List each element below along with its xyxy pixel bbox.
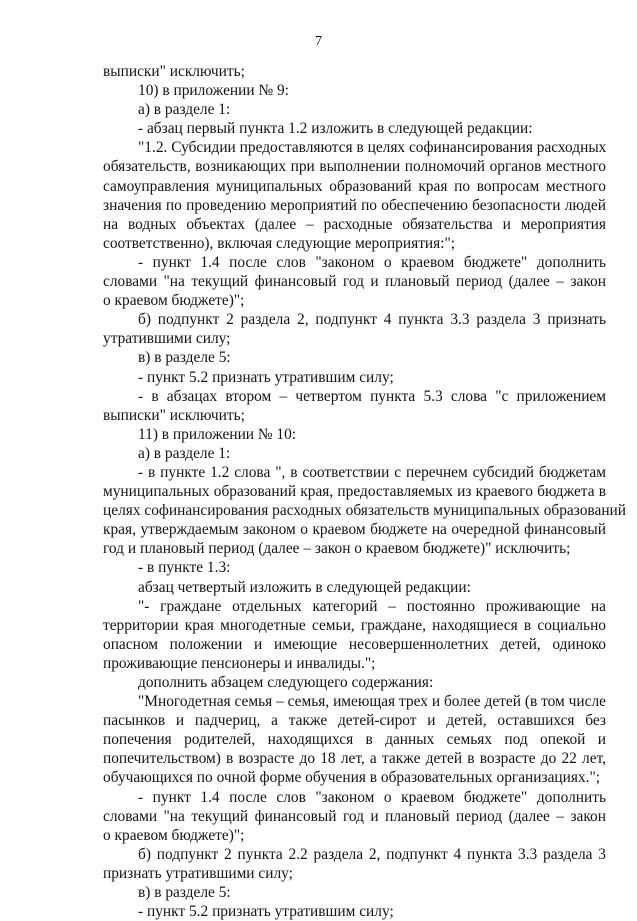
- text-line: словами "на текущий финансовый год и плановый период (далее – закон: [103, 807, 606, 825]
- text-line: словами "на текущий финансовый год и плановый период (далее – закон: [103, 273, 606, 291]
- text-line: в) в разделе 5:: [138, 884, 231, 902]
- text-line: - абзац первый пункта 1.2 изложить в следующей редакции:: [138, 120, 533, 138]
- text-line: выписки" исключить;: [103, 406, 245, 424]
- text-line: "- граждане отдельных категорий – постоянно проживающие на: [138, 597, 606, 615]
- text-line: в) в разделе 5:: [138, 349, 231, 367]
- text-line: - пункт 1.4 после слов "законом о краевом бюджете" дополнить: [138, 788, 606, 806]
- text-line: 10) в приложении № 9:: [138, 82, 289, 100]
- text-line: пасынков и падчериц, а также детей-сирот и детей, оставшихся без: [103, 712, 606, 730]
- text-line: год и плановый период (далее – закон о краевом бюджете)" исключить;: [103, 540, 571, 558]
- text-line: а) в разделе 1:: [138, 101, 231, 119]
- text-line: края, утверждаемым законом о краевом бюджете на очередной финансовый: [103, 521, 606, 539]
- text-line: обучающихся по очной форме обучения в образовательных организациях.";: [103, 769, 601, 787]
- text-line: выписки" исключить;: [103, 63, 245, 80]
- text-line: территории края многодетные семьи, граждане, находящиеся в социально: [103, 616, 606, 634]
- text-line: - пункт 1.4 после слов "законом о краевом бюджете" дополнить: [138, 253, 606, 271]
- text-line: а) в разделе 1:: [138, 444, 231, 462]
- text-line: - пункт 5.2 признать утратившим силу;: [138, 368, 394, 386]
- text-line: опасном положении и имеющие несовершеннолетних детей, одиноко: [103, 635, 606, 653]
- text-line: дополнить абзацем следующего содержания:: [138, 674, 434, 691]
- text-line: попечения родителей, находящихся в данных семьях под опекой и: [103, 731, 606, 749]
- text-line: соответственно), включая следующие мероприятия:";: [103, 234, 456, 252]
- text-line: на водных объектах (далее – расходные обязательства и мероприятия: [103, 215, 606, 233]
- text-line: о краевом бюджете)";: [103, 826, 245, 844]
- text-line: б) подпункт 2 пункта 2.2 раздела 2, подпункт 4 пункта 3.3 раздела 3: [138, 845, 606, 863]
- text-line: 11) в приложении № 10:: [138, 425, 297, 443]
- text-line: о краевом бюджете)";: [103, 292, 245, 310]
- text-line: проживающие пенсионеры и инвалиды.";: [103, 654, 376, 672]
- text-line: муниципальных образований края, предоставляемых из краевого бюджета в: [103, 483, 606, 501]
- text-line: самоуправления муниципальных образований края по вопросам местного: [103, 177, 606, 195]
- text-line: значения по проведению мероприятий по обеспечению безопасности людей: [103, 196, 606, 214]
- text-line: б) подпункт 2 раздела 2, подпункт 4 пункта 3.3 раздела 3 признать: [138, 311, 606, 329]
- text-line: признать утратившими силу;: [103, 864, 293, 882]
- text-line: "1.2. Субсидии предоставляются в целях софинансирования расходных: [138, 139, 607, 157]
- page-number: 7: [315, 34, 322, 49]
- text-line: утратившими силу;: [103, 330, 231, 348]
- document-body: [103, 62, 627, 921]
- text-line: абзац четвертый изложить в следующей редакции:: [138, 578, 471, 596]
- text-line: обязательств, возникающих при выполнении полномочий органов местного: [103, 158, 606, 176]
- text-line: "Многодетная семья – семья, имеющая трех и более детей (в том числе: [138, 693, 606, 711]
- text-line: - в пункте 1.3:: [138, 559, 231, 577]
- text-line: - в абзацах втором – четвертом пункта 5.3 слова "с приложением: [138, 387, 606, 405]
- text-line: попечительством) в возрасте до 18 лет, а также детей в возрасте до 22 лет,: [103, 750, 606, 768]
- text-line: - пункт 5.2 признать утратившим силу;: [138, 903, 394, 921]
- text-line: целях софинансирования расходных обязательств муниципальных образований: [103, 502, 627, 520]
- text-line: - в пункте 1.2 слова ", в соответствии с перечнем субсидий бюджетам: [138, 463, 606, 481]
